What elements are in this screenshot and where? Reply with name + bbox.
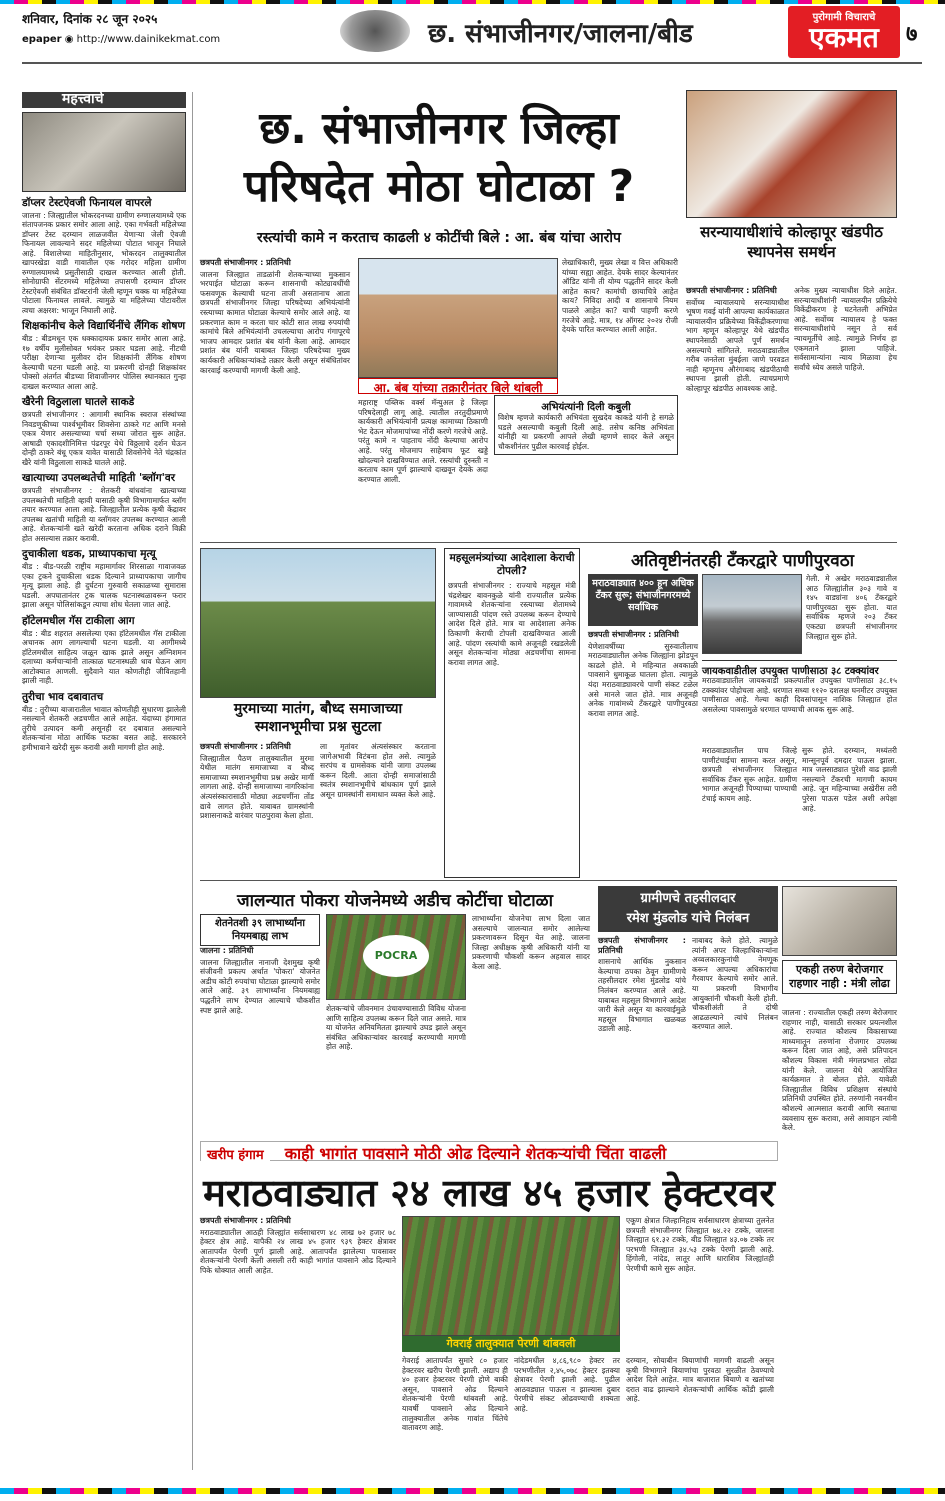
pokra-col-3: लाभार्थ्यांना योजनेचा लाभ दिला जात असल्याचे जालन्यात समोर आलेल्या प्रकरणावरून दिसून येत आहे. जालना जिल्हा अधीक्षक कृषी अधिकारी यांनी या प्रकरणाची चौकशी करून अहवाल सादर केला आहे. — [472, 914, 590, 971]
logo-name: एकमत — [809, 21, 879, 54]
tanker-photo — [702, 574, 802, 654]
sidebar-heading: महत्त्वाचे — [22, 92, 186, 108]
sidebar-important — [22, 92, 186, 1470]
pokra-headline: जालन्यात पोकरा योजनेमध्ये अडीच कोटींचा घोटाळा — [237, 891, 553, 911]
sidebar-item-text: छत्रपती संभाजीनगर : आगामी स्थानिक स्वराज संस्थांच्या निवडणुकीच्या पार्श्वभूमीवर शिवसेना ठाकरे गट आणि मनसे एकत्र येणार असल्याच्या चर्चा सध्या जोरात सुरू आहेत. आषाढी एकादशीनिमित्त पंढरपूर येथे विठ्ठलाचे दर्शन घेऊन दोन्ही ठाकरे बंधू एकत्र यावेत यासाठी शिवसेनेचे नेते चंद्रकांत खैरे यांनी विठुलाला साकडे घातले आहे. — [22, 410, 186, 467]
registration-bar-bottom — [0, 1488, 945, 1494]
sidebar-item-title: खात्याच्या उपलब्धतेची माहिती 'ब्लॉग'वर — [22, 472, 176, 484]
chief-justice-col-2: अनेक मुख्य न्यायाधीश दिले आहेत. सरन्यायाधीशांनी न्यायालयीन प्रक्रियेचे विकेंद्रीकरण हे घटनेतली अभिप्रेत आहे. सर्वोच्च न्यायालय हे फक्त सरन्यायाधीशांचे नसून ते सर्व न्यायमूर्तीचे आहे. त्यामुळे निर्णय हा एकमताने झाला पाहिजे. सर्वसामान्यांना न्याय मिळावा हेच सर्वांचे ध्येय असले पाहिजे. — [794, 286, 897, 372]
pokra-logo: POCRA — [363, 935, 429, 977]
section-divider — [200, 542, 897, 543]
sidebar-item-title: शिक्षकांनीच केले विद्यार्थिनींचे लैंगिक शोषण — [22, 320, 186, 332]
tanker-headline: अतिवृष्टीनंतरही टँकरद्वारे पाणीपुरवठा — [630, 551, 854, 571]
chief-justice-byline: छत्रपती संभाजीनगर : प्रतिनिधी — [686, 286, 777, 295]
kharip-tag: खरीप हंगाम — [201, 1144, 270, 1164]
lead-headline-line2: परिषदेत मोठा घोटाळा ? — [243, 161, 635, 212]
sidebar-item-title: खैरेनी विठुलाला घातले साकडे — [22, 396, 135, 408]
cemetery-headline: मुरमाच्या मातंग, बौध्द समाजाच्या स्मशानभूमीचा प्रश्न सुटला — [233, 701, 403, 735]
sidebar-item-text: बीड : तुरीच्या बाजारातील भावात कोणतीही सुधारणा झालेली नसल्याने शेतकरी अडचणीत आले आहेत. यंदाच्या हंगामात तुरीचे उत्पादन कमी असूनही दर दबावात असल्याने शेतकऱ्यांना मोठा आर्थिक फटका बसत आहे. सरकारने हमीभावाने खरेदी सुरू करावी अशी मागणी होत आहे. — [22, 704, 186, 752]
sidebar-item-text: जालना : जिल्ह्यातील भोकरदनच्या ग्रामीण रुग्णालयामध्ये एक संतापजनक प्रकार समोर आला आहे. एका गर्भवती महिलेच्या डॉप्लर टेस्ट दरम्यान लाळजवीत येणाऱ्या जेली ऐवजी फिनायल लावल्याने सदर महिलेच्या पोटात भाजून निघाले आहे. विशालेच्या माहितीनुसार, भोकरदन तालुक्यातील खापरखेडा वाडी गावातील एक गरोदर महिला ग्रामीण रुग्णालयामध्ये प्रसुतीसाठी दाखल करण्यात आली होती. सोनोग्राफी सेंटरमध्ये महिलेच्या तपासणी दरम्यान डॉप्लर टेस्टऐवजी संबंधित डॉक्टरांनी जेली म्हणून चक्क या महिलेच्या पोटाला फिनायल लावले. त्यामुळे या महिलेच्या पोटावरील त्वचा अक्षरश: भाजून निघाली आहे. — [22, 210, 186, 315]
sidebar-divider — [192, 92, 193, 1470]
jayakwadi-text: मराठवाड्यातील जायकवाडी प्रकल्पातील उपयुक्त पाणीसाठा ३८.१५ टक्क्यांवर पोहोचला आहे. धरणात सध्या ११२० दशलक्ष घनमीटर उपयुक्त पाणीसाठा आहे. गेल्या काही दिवसांपासून नाशिक जिल्ह्यात होत असलेल्या पावसामुळे धरणात पाण्याची आवक सुरू आहे. — [702, 676, 897, 714]
kharip-photo — [402, 1216, 620, 1336]
jayakwadi-headline: जायकवाडीतील उपयुक्त पाणीसाठा ३८ टक्क्यांवर — [702, 660, 897, 677]
kharip-col-3: गेवराई आतापर्यंत सुमारे ८० हजार हेक्टरवर खरीप पेरणी झाली. अद्याप ही ४० हजार हेक्टरवर पेरणी होणे बाकी असून, पावसाने ओढ दिल्याने शेतकऱ्यांनी पेरणी थांबवली आहे. यावर्षी पावसाने ओढ दिल्याने तालुक्यातील अनेक गावांत चिंतेचे वातावरण आहे. — [402, 1356, 508, 1433]
lead-byline: छत्रपती संभाजीनगर : प्रतिनिधी — [200, 258, 291, 267]
sidebar-item-title: तुरीचा भाव दबावातच — [22, 690, 104, 703]
pokra-byline: जालना : प्रतिनिधी — [200, 946, 254, 955]
sidebar-item-text: बीड : बीडमधून एक धक्कादायक प्रकार समोर आला आहे. १७ वर्षीय मुलीसोबत भयंकर प्रकार घडला आहे. नीटची परीक्षा देणाऱ्या मुलीवर दोन शिक्षकांनी लैंगिक शोषण केल्याची घटना घडली आहे. या प्रकरणी दोनही शिक्षकांवर पोक्सो अंतर्गत बीडच्या शिवाजीनगर पोलिस स्थानकात गुन्हा दाखल करण्यात आला आहे. — [22, 334, 186, 391]
kharip-col-5: दरम्यान, सोयाबीन बियाणांची मागणी वाढली असून कृषी विभागाने बियाणांचा पुरवठा सुरळीत ठेवण्याचे आदेश दिले आहेत. मात्र बाजारात बियाणे व खतांच्या दरात वाढ झाल्याने शेतकऱ्यांची आर्थिक कोंडी झाली आहे. — [626, 1356, 774, 1404]
cemetery-col-2: ला मृतांवर अंत्यसंस्कार करताना जागेअभावी विटंबना होत असे. त्यामुळे सरपंच व ग्रामसेवक यांनी जागा उपलब्ध करून दिली. आता दोन्ही समाजांसाठी स्वतंत्र स्मशानभूमीचे बांधकाम पूर्ण झाले असून ग्रामस्थांनी समाधान व्यक्त केले आहे. — [320, 742, 436, 799]
officers-box-text: विशेष म्हणजे कार्यकारी अभियंता सुखदेव काकडे यांनी हे सगळे घडले असल्याची कबुली दिली आहे. तसेच कनिष्ठ अभियंता यांनीही या प्रकरणी आपले लेखी म्हणणे सादर केले असून चौकशीनंतर पुढील कारवाई होईल. — [498, 413, 674, 451]
kharip-tagline: काही भागांत पावसाने मोठी ओढ दिल्याने शेतकऱ्यांची चिंता वाढली — [284, 1144, 667, 1163]
chief-justice-text-1: सर्वोच्च न्यायालयाचे सरन्यायाधीश भूषण गवई यांनी आपल्या कार्यकाळात न्यायालयीन प्रक्रियेच्या विकेंद्रीकरणाचा भाग म्हणून कोल्हापूर येथे खंडपीठ स्थापनेसाठी आपले पूर्ण समर्थन असल्याचे सांगितले. मराठवाड्यातील गरीब जनतेला मुंबईला जाणे परवडत नाही म्हणूनच औरंगाबाद खंडपीठाची स्थापना झाली होती. त्याचप्रमाणे कोल्हापूर खंडपीठ आवश्यक आहे. — [686, 297, 789, 393]
jayakwadi-col-1: मराठवाड्यातील पाच जिल्हे पाणीटंचाईचा सामना करत असून, छत्रपती संभाजीनगर जिल्ह्यात सर्वाधिक टँकर सुरू आहेत. ग्रामीण भागात अजूनही पिण्याच्या पाण्याची टंचाई कायम आहे. — [702, 746, 797, 803]
cemetery-photo — [200, 548, 436, 698]
jayakwadi-col-2: सुरू होते. दरम्यान, मध्यंतरी मान्सूनपूर्व दमदार पाऊस झाला. मात्र जलसाठ्यात पुरेशी वाढ झाली नसल्याने टँकरची मागणी कायम आहे. जून महिन्याच्या अखेरीस तरी पुरेसा पाऊस पडेल अशी अपेक्षा आहे. — [802, 746, 897, 813]
mahsul-box — [444, 548, 580, 878]
pokra-col-1 — [200, 946, 320, 1015]
epaper-label: epaper — [22, 34, 62, 45]
sidebar-item-text: बीड : बीड-परळी राष्ट्रीय महामार्गावर शिरसाळा गावाजवळ एका ट्रकने दुचाकीला धडक दिल्याने प्राध्यापकाचा जागीच मृत्यू झाला आहे. ही दुर्घटना गुरुवारी सकाळच्या सुमारास घडली. अपघातानंतर ट्रक चालक घटनास्थळावरून फरार झाला असून पोलिसांकडून त्याचा शोध घेतला जात आहे. — [22, 562, 186, 609]
tanker-col-1 — [588, 630, 698, 718]
officers-box-title: अभियंत्यांनी दिली कबुली — [541, 402, 631, 413]
meeting-photo — [782, 886, 897, 956]
tahsildar-headline — [598, 886, 778, 932]
section-divider — [200, 880, 897, 881]
lead-photo-caption: आ. बंब यांच्या तक्रारीनंतर बिले थांबली — [358, 378, 558, 394]
globe-icon: ◉ — [64, 34, 74, 45]
newspaper-logo[interactable] — [788, 6, 900, 58]
sidebar-item-text: छत्रपती संभाजीनगर : शेतकरी बांधवांना खात्याच्या उपलब्धतेची माहिती व्हावी यासाठी कृषी विभागामार्फत ब्लॉग तयार करण्यात आला आहे. जिल्ह्यातील प्रत्येक कृषी केंद्रावर उपलब्ध खतांची माहिती या ब्लॉगवर उपलब्ध करण्यात आली आहे. शेतकऱ्यांनी खते खरेदी करताना अधिक दराने विक्री होत असल्यास तक्रार करावी. — [22, 486, 186, 543]
tahsildar-headline-line2: रमेश मुंडलोड यांचे निलंबन — [626, 911, 750, 926]
officers-box — [494, 395, 678, 455]
kharip-headline: मराठवाड्यात २४ लाख ४५ हजार हेक्टरवर — [203, 1171, 775, 1215]
tahsildar-col-1 — [598, 936, 686, 1034]
minister-text: जालना : राज्यातील एकही तरुण बेरोजगार राहणार नाही, यासाठी सरकार प्रयत्नशील आहे. राज्यात कौशल्य विकासाच्या माध्यमातून तरुणांना रोजगार उपलब्ध करून दिला जात आहे, असे प्रतिपादन कौशल्य विकास मंत्री मंगलप्रभात लोढा यांनी केले. जालना येथे आयोजित कार्यक्रमात ते बोलत होते. यावेळी जिल्ह्यातील विविध प्रशिक्षण संस्थांचे प्रतिनिधी उपस्थित होते. तरुणांनी नवनवीन कौशल्ये आत्मसात करावी आणि स्वतःचा व्यवसाय सुरू करावा, असे आवाहन त्यांनी केले. — [782, 1008, 897, 1133]
masthead-epaper — [22, 34, 220, 45]
tanker-highlight-box: मराठवाड्यात ४०० हून अधिक टँकर सुरू; संभाजीनगरमध्ये सर्वाधिक — [588, 574, 698, 626]
tanker-byline: छत्रपती संभाजीनगर : प्रतिनिधी — [588, 630, 679, 639]
cemetery-text-1: जिल्ह्यातील पैठण तालुक्यातील मुरमा येथील मातंग समाजाच्या व बौध्द समाजाच्या स्मशानभूमीचा प्रश्न अखेर मार्गी लागला आहे. दोन्ही समाजाच्या नागरिकांना अंत्यसंस्कारासाठी मोठ्या अडचणींना तोंड द्यावे लागत होते. याबाबत ग्रामस्थांनी प्रशासनाकडे वारंवार पाठपुरावा केला होता. — [200, 753, 314, 821]
lead-photo-building — [358, 258, 558, 378]
sidebar-photo — [22, 112, 186, 192]
kharip-banner — [200, 1141, 778, 1161]
kharip-col-2: एकूण क्षेत्रात जिल्हानिहाय सर्वसाधारण क्षेत्राच्या तुलनेत छत्रपती संभाजीनगर जिल्ह्यात ७४.२२ टक्के, जालना जिल्ह्यात ६१.३२ टक्के, बीड जिल्ह्यात ४३.०७ टक्के तर परभणी जिल्ह्यात ३४.५३ टक्के पेरणी झाली आहे. हिंगोली, नांदेड, लातूर आणि धाराशिव जिल्ह्यांतही पेरणीची कामे सुरू आहेत. — [626, 1216, 774, 1273]
sidebar-item-title: डॉप्लर टेस्टऐवजी फिनायल वापरले — [22, 196, 152, 209]
lead-text-1: जालना जिल्ह्यात ताडळांनी शेतकऱ्याच्या मुकसान भरपाईत घोटाळा करून शासनाची कोट्यावधींची फसवणूक केल्याची घटना ताजी असतानाच आता छत्रपती संभाजीनगर जिल्हा परिषदेच्या अभियंत्यांनी रस्त्याच्या कामात घोटाळा केल्याचे समोर आले आहे. या प्रकरणात काम न करता चार कोटी सात लाख रुपयांची कामांचे बिले अभियंत्यांनी उचलल्याचा आरोप गंगापूरचे भाजप आमदार प्रशांत बंब यांनी केला आहे. आमदार प्रशांत बंब यांनी याबाबत जिल्हा परिषदेच्या मुख्य कार्यकारी अधिकाऱ्यांकडे तक्रार केली असून संबंधितांवर कारवाई करण्याची मागणी केली आहे. — [200, 269, 350, 375]
chief-justice-headline: सरन्यायाधीशांचे कोल्हापूर खंडपीठ स्थापनेस समर्थन — [700, 223, 883, 261]
mahsul-headline: महसूलमंत्र्यांच्या आदेशाला केराची टोपली? — [449, 552, 575, 577]
tanker-col-2: गेली. मे अखेर मराठवाड्यातील आठ जिल्ह्यांतील ३०३ गावे व १४५ वाड्यांना ४०६ टँकरद्वारे पाणीपुरवठा सुरू होता. यात सर्वाधिक म्हणजे २०३ टँकर एकट्या छत्रपती संभाजीनगर जिल्ह्यात सुरू होते. — [806, 574, 897, 641]
tanker-text-1: येणेशावर्षीच्या सुरुवातीलाच मराठवाड्यातील अनेक जिल्ह्यांना झोडपून काढले होते. मे महिन्यात अवकाळी पावसाने धुमाकूळ घातला होता. त्यामुळे यंदा मराठवाड्यावरचे पाणी संकट टळेल असे मानले जात होते. मात्र अजूनही अनेक गावांमध्ये टँकरद्वारे पाणीपुरवठा करावा लागत आहे. — [588, 641, 698, 718]
sidebar-item-title: दुचाकीला धडक, प्राध्यापकाचा मृत्यू — [22, 548, 156, 560]
lead-col-2: महाराष्ट्र पब्लिक वर्क्स मॅन्युअल हे जिल्हा परिषदेलाही लागू आहे. त्यातील तरतुदीप्रमाणे कार्यकारी अभियंत्यांनी प्रत्यक्ष कामाच्या ठिकाणी भेट देऊन मोजमापांच्या नोंदी करणे गरजेचे आहे. परंतु कामे न पाहताच नोंदी केल्याचा आरोप आहे. परंतु मोजमाप साहेबाच फूट खड्डे खोदल्याने दाखविण्यात आले. रस्त्यांची दुरुस्ती न करताच काम पूर्ण झाल्याचे दाखवून देयके अदा करण्यात आली. — [358, 398, 488, 484]
tahsildar-text-1: शासनाचे आर्थिक नुकसान केल्याचा ठपका ठेवून ग्रामीणचे तहसीलदार रमेश मुंडलोड यांचे निलंबन करण्यात आले आहे. याबाबत महसूल विभागाने आदेश जारी केले असून या कारवाईमुळे महसूल विभागात खळबळ उडाली आहे. — [598, 957, 686, 1034]
tahsildar-col-2: नाबाबद केले होते. त्यामुळे त्यांनी अपर जिल्हाधिकाऱ्यांना अव्वलकारकुनांची नेमणूक करून आपल्या अधिकारांचा गैरवापर केल्याचे समोर आले. या प्रकरणी विभागीय आयुक्तांनी चौकशी केली होती. चौकशीअंती ते दोषी आढळल्याने त्यांचे निलंबन करण्यात आले. — [692, 936, 778, 1032]
minister-headline: एकही तरुण बेरोजगार राहणार नाही : मंत्री लोढा — [782, 960, 897, 994]
lead-headline-line1: छ. संभाजीनगर जिल्हा — [259, 103, 619, 154]
tahsildar-byline: छत्रपती संभाजीनगर : प्रतिनिधी — [598, 936, 686, 955]
lead-col-1 — [200, 258, 350, 375]
kharip-col-1 — [200, 1216, 396, 1276]
pokra-box-title: शेतनेतशी ३९ लाभार्थ्यांना नियमबाह्य लाभ — [200, 914, 320, 946]
page-number: ७ — [906, 22, 918, 47]
epaper-url[interactable]: http://www.dainikekmat.com — [76, 34, 221, 45]
lead-headline — [200, 100, 678, 216]
kharip-photo-caption: गेवराई तालुक्यात पेरणी थांबवली — [402, 1336, 620, 1352]
pokra-col-2: शेतकऱ्यांचे जीवनमान उंचावण्यासाठी विविध योजना आणि साहित्य उपलब्ध करून दिले जात असते. मात्र या योजनेत अनियमितता झाल्याचे उघड झाले असून संबंधित अधिकाऱ्यांवर कारवाई करण्याची मागणी होत आहे. — [326, 1004, 466, 1052]
sidebar-item-text: बीड : बीड शहरात असलेल्या एका हॉटेलमधील गॅस टाकीला अचानक आग लागल्याची घटना घडली. या आगीमध्ये हॉटेलमधील साहित्य जळून खाक झाले असून अग्निशमन दलाच्या कर्मचाऱ्यांनी तात्काळ घटनास्थळी धाव घेऊन आग आटोक्यात आणली. सुदैवाने यात कोणतीही जीवितहानी झाली नाही. — [22, 628, 186, 685]
cemetery-byline: छत्रपती संभाजीनगर : प्रतिनिधी — [200, 742, 291, 751]
pokra-photo — [326, 914, 466, 1000]
cemetery-col-1 — [200, 742, 314, 821]
sidebar-item-title: हॉटेलमधील गॅस टाकीला आग — [22, 614, 135, 627]
masthead-emblem-icon — [340, 10, 410, 52]
mahsul-text: छत्रपती संभाजीनगर : राज्याचे महसूल मंत्री चंद्रशेखर बावनकुळे यांनी राज्यातील प्रत्येक गावामध्ये शेतकऱ्यांना रस्त्याच्या शेतामध्ये जाण्यासाठी पांदण रस्ते उपलब्ध करून देण्याचे आदेश दिले होते. मात्र या आदेशाला अनेक ठिकाणी केराची टोपली दाखविण्यात आली आहे. पांदण रस्त्यांची कामे अजूनही रखडलेली असून शेतकऱ्यांना मोठ्या अडचणींचा सामना करावा लागत आहे. — [448, 581, 576, 667]
lead-col-3: लेखाधिकारी, मुख्य लेखा व वित्त अधिकारी यांच्या सह्या आहेत. देयके सादर केल्यानंतर ऑडिट यांनी ती योग्य पद्धतीने सादर केली आहेत काय? कामांची छायाचित्रे आहेत काय? निविदा आदी व शासनाचे नियम पाळले आहेत का? याची पाहणी करणे गरजेचे आहे. मात्र, १४ ऑगस्ट २०२४ रोजी देयके पारित करण्यात आली आहेत. — [562, 258, 678, 335]
chief-justice-photo — [686, 90, 897, 218]
masthead-date: शनिवार, दिनांक २८ जून २०२५ — [22, 12, 158, 26]
edition-title: छ. संभाजीनगर/जालना/बीड — [428, 19, 693, 49]
logo-tagline: पुरोगामी विचाराचे — [812, 12, 876, 23]
chief-justice-col-1 — [686, 286, 789, 394]
kharip-byline: छत्रपती संभाजीनगर : प्रतिनिधी — [200, 1216, 291, 1225]
tahsildar-headline-line1: ग्रामीणचे तहसीलदार — [640, 891, 736, 906]
masthead-divider — [22, 62, 922, 64]
kharip-col-4: नांदेडमधील ४,८६,९८० हेक्टर तर परभणीतील २,४५,०७८ हेक्टर इतक्या क्षेत्रावर पेरणी झाली आहे. पुढील आठवड्यात पाऊस न झाल्यास दुबार पेरणीचे संकट ओढवण्याची शक्यता आहे. — [514, 1356, 620, 1413]
registration-bar-top — [0, 0, 945, 4]
lead-subheadline: रस्त्यांची कामे न करताच काढली ४ कोटींची बिले : आ. बंब यांचा आरोप — [257, 230, 621, 246]
pokra-text-1: जालना जिल्ह्यातील नानाजी देशमुख कृषी संजीवनी प्रकल्प अर्थात 'पोकरा' योजनेत अडीच कोटी रुपयांचा घोटाळा झाल्याचे समोर आले आहे. ३९ लाभार्थ्यांना नियमबाह्य पद्धतीने लाभ देण्यात आल्याचे चौकशीत स्पष्ट झाले आहे. — [200, 957, 320, 1015]
kharip-text-1: मराठवाड्यातील आठही जिल्ह्यांत सर्वसाधारण ४८ लाख ७२ हजार ७८ हेक्टर क्षेत्र आहे. यापैकी २४ लाख ४५ हजार ९३९ हेक्टर क्षेत्रावर आतापर्यंत पेरणी पूर्ण झाली आहे. आतापर्यंत झालेल्या पावसावर शेतकऱ्यांनी पेरणी केली असली तरी काही भागांत पावसाने ओढ दिल्याने पिके धोक्यात आली आहेत. — [200, 1227, 396, 1275]
